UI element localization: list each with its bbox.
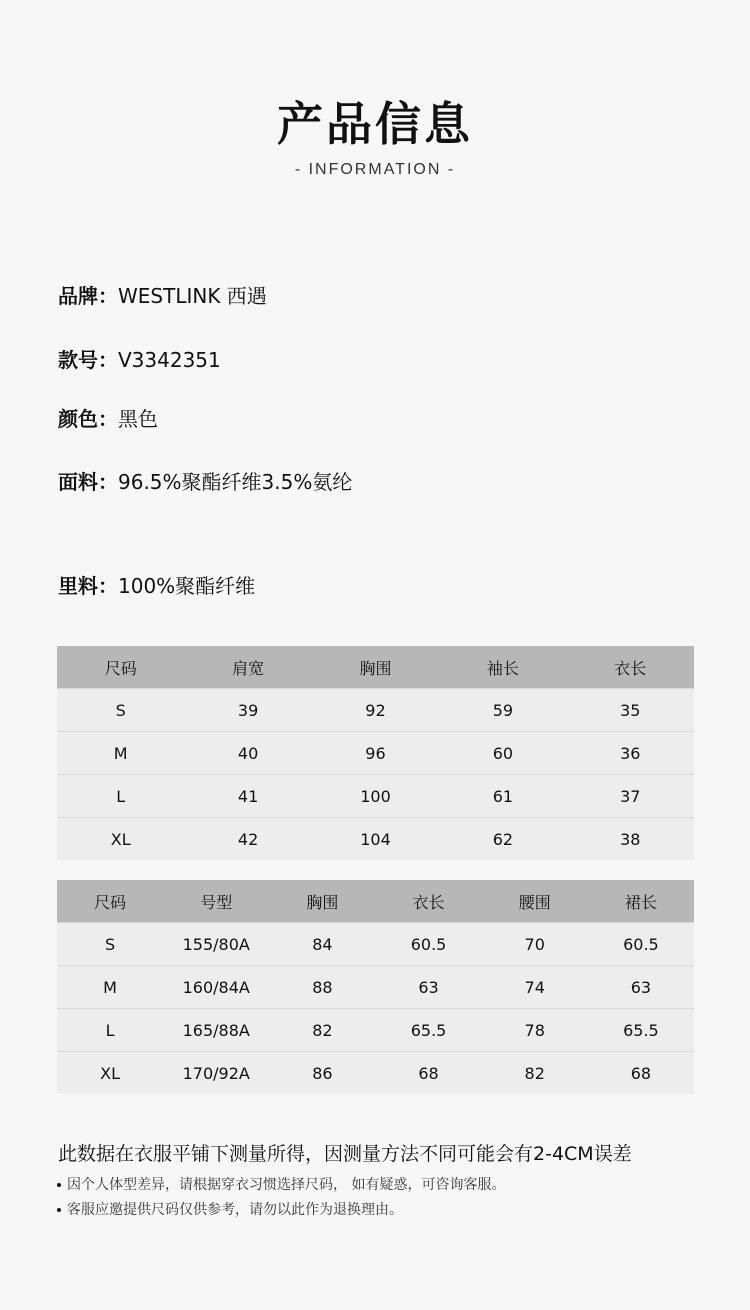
bullet-note [57, 1174, 505, 1194]
table-cell: 84 [269, 923, 375, 966]
page-title: 产品信息 [277, 97, 473, 151]
table-cell: 42 [184, 818, 311, 861]
table-cell: L [57, 775, 184, 818]
table-row [57, 966, 694, 1009]
table-cell: 39 [184, 689, 311, 732]
table-cell: 70 [482, 923, 588, 966]
info-color [58, 403, 158, 432]
table-cell: S [57, 689, 184, 732]
table-cell: 74 [482, 966, 588, 1009]
table-row [57, 732, 694, 775]
bullet-note [57, 1199, 403, 1219]
info-label: 里料： [58, 574, 118, 598]
table-cell: M [57, 732, 184, 775]
info-value: WESTLINK 西遇 [118, 284, 267, 308]
info-value: 100%聚酯纤维 [118, 574, 256, 598]
info-brand [58, 280, 267, 309]
table-header: 袖长 [439, 646, 566, 689]
table-cell: 104 [312, 818, 439, 861]
table-header-row [57, 646, 694, 689]
table-header: 裙长 [588, 880, 694, 923]
table-header: 胸围 [312, 646, 439, 689]
table-cell: 165/88A [163, 1009, 269, 1052]
table-header: 号型 [163, 880, 269, 923]
bullet-dot-icon [57, 1183, 61, 1187]
table-cell: XL [57, 1052, 163, 1095]
table-cell: 63 [588, 966, 694, 1009]
table-cell: 100 [312, 775, 439, 818]
table-cell: 60.5 [375, 923, 481, 966]
table-cell: 88 [269, 966, 375, 1009]
table-cell: 62 [439, 818, 566, 861]
table-cell: 82 [482, 1052, 588, 1095]
size-table-bottom [57, 880, 694, 1094]
table-cell: 160/84A [163, 966, 269, 1009]
table-cell: 68 [588, 1052, 694, 1095]
table-cell: 68 [375, 1052, 481, 1095]
table-cell: 65.5 [375, 1009, 481, 1052]
table-cell: 36 [567, 732, 694, 775]
table-cell: 86 [269, 1052, 375, 1095]
bullet-dot-icon [57, 1208, 61, 1212]
table-header: 衣长 [567, 646, 694, 689]
table-cell: S [57, 923, 163, 966]
table-header: 尺码 [57, 646, 184, 689]
table-cell: 41 [184, 775, 311, 818]
page-subtitle: - INFORMATION - [294, 161, 456, 178]
table-row [57, 818, 694, 861]
table-cell: 59 [439, 689, 566, 732]
table-cell: 37 [567, 775, 694, 818]
table-cell: 96 [312, 732, 439, 775]
info-label: 面料： [58, 470, 118, 494]
table-cell: 170/92A [163, 1052, 269, 1095]
table-row [57, 1009, 694, 1052]
info-fabric [58, 466, 352, 495]
table-row [57, 689, 694, 732]
table-cell: 82 [269, 1009, 375, 1052]
measurement-note: 此数据在衣服平铺下测量所得，因测量方法不同可能会有2-4CM误差 [58, 1143, 632, 1165]
table-header-row [57, 880, 694, 923]
table-cell: XL [57, 818, 184, 861]
table-header: 腰围 [482, 880, 588, 923]
table-cell: 60 [439, 732, 566, 775]
table-cell: 60.5 [588, 923, 694, 966]
table-header: 胸围 [269, 880, 375, 923]
info-value: 黑色 [118, 407, 158, 431]
table-cell: 38 [567, 818, 694, 861]
table-cell: M [57, 966, 163, 1009]
table-cell: 63 [375, 966, 481, 1009]
table-cell: L [57, 1009, 163, 1052]
table-header: 尺码 [57, 880, 163, 923]
info-label: 品牌： [58, 284, 118, 308]
info-label: 颜色： [58, 407, 118, 431]
table-cell: 61 [439, 775, 566, 818]
size-table-top [57, 646, 694, 860]
table-cell: 78 [482, 1009, 588, 1052]
table-header: 衣长 [375, 880, 481, 923]
info-style-number [58, 344, 221, 373]
table-row [57, 775, 694, 818]
info-value: 96.5%聚酯纤维3.5%氨纶 [118, 470, 353, 494]
info-label: 款号： [58, 348, 118, 372]
info-lining [58, 570, 255, 599]
table-cell: 92 [312, 689, 439, 732]
bullet-text: 因个人体型差异，请根据穿衣习惯选择尺码， 如有疑惑，可咨询客服。 [67, 1177, 506, 1193]
table-row [57, 923, 694, 966]
info-value: V3342351 [118, 348, 221, 372]
table-cell: 35 [567, 689, 694, 732]
table-cell: 65.5 [588, 1009, 694, 1052]
table-cell: 155/80A [163, 923, 269, 966]
table-row [57, 1052, 694, 1095]
bullet-text: 客服应邀提供尺码仅供参考，请勿以此作为退换理由。 [67, 1202, 403, 1218]
table-header: 肩宽 [184, 646, 311, 689]
table-cell: 40 [184, 732, 311, 775]
